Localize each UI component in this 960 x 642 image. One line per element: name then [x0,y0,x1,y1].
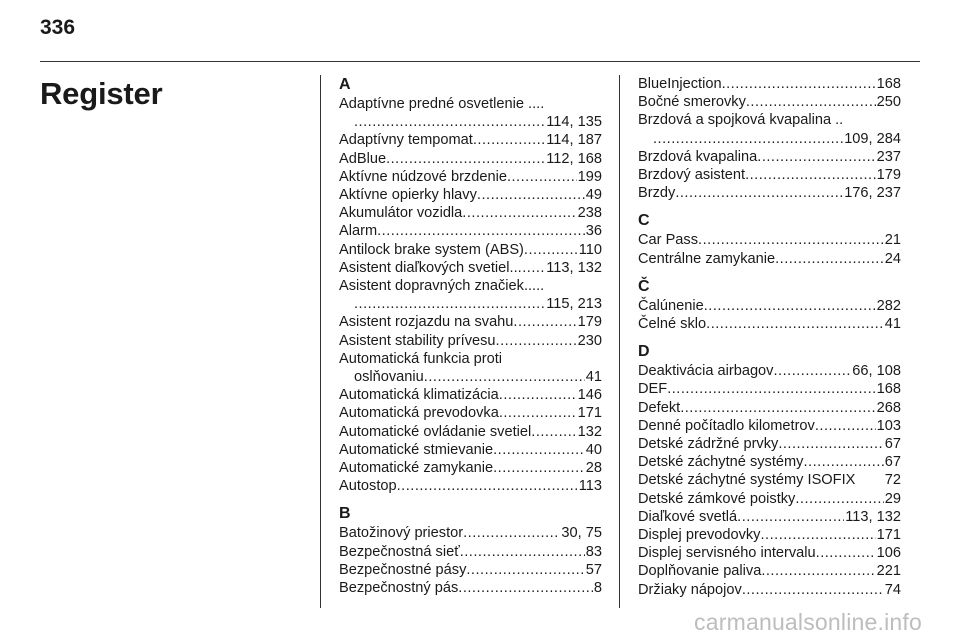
entry-pages[interactable]: 282 [876,297,901,314]
entry-term[interactable]: Asistent dopravných značiek..... [339,278,545,295]
entry-term: Aktívne núdzové brzdenie [339,168,507,185]
index-entry[interactable] [638,581,901,599]
entry-pages[interactable]: 66, 108 [852,363,901,380]
entry-term: AdBlue [339,150,387,167]
entry-pages[interactable]: 237 [876,148,901,165]
entry-pages[interactable]: 114, 187 [546,132,602,149]
leader-dots [466,561,584,579]
index-entry[interactable] [638,562,901,580]
leader-dots [745,166,876,184]
entry-pages[interactable]: 176, 237 [844,185,901,202]
leader-dots [737,508,844,526]
index-entry[interactable] [339,404,602,422]
leader-dots [816,544,876,562]
entry-pages[interactable]: 179 [876,167,901,184]
index-entry[interactable] [339,332,602,350]
leader-dots [496,332,577,350]
entry-pages[interactable]: 268 [876,399,901,416]
entry-pages[interactable]: 36 [585,223,602,240]
entry-term: Detské zámkové poistky [638,490,796,507]
leader-dots [507,168,577,186]
index-entry[interactable] [339,423,602,441]
entry-term: Bezpečnostné pásy [339,561,467,578]
index-entry[interactable] [638,544,901,562]
entry-term: Asistent diaľkových svetiel.. [339,259,518,276]
entry-term: Automatické zamykanie [339,460,494,477]
entry-pages[interactable]: 24 [884,250,901,267]
leader-dots [803,453,883,471]
entry-pages[interactable]: 67 [884,454,901,471]
entry-term: Car Pass [638,232,699,249]
entry-term: Brzdy [638,185,676,202]
index-entry[interactable] [339,459,602,477]
entry-term: Displej servisného intervalu [638,545,816,562]
index-entry[interactable] [638,490,901,508]
leader-dots [460,543,585,561]
index-entry-continued[interactable] [339,113,602,131]
index-entry[interactable] [339,386,602,404]
index-section [339,75,602,495]
leader-dots [424,368,585,386]
entry-pages[interactable]: 230 [577,332,602,349]
spacer [855,471,883,489]
leader-dots [680,399,875,417]
index-entry[interactable] [339,561,602,579]
entry-pages[interactable]: 110 [578,241,602,258]
entry-term: Adaptívny tempomat [339,132,473,149]
entry-term: Akumulátor vozidla [339,205,463,222]
entry-term: Detské zádržné prvky [638,436,779,453]
entry-term: BlueInjection [638,76,722,92]
index-entry[interactable] [339,313,602,331]
leader-dots [531,423,576,441]
leader-dots [493,441,585,459]
entry-pages[interactable]: 67 [884,436,901,453]
entry-pages[interactable]: 109, 284 [844,130,901,147]
entry-term: Detské záchytné systémy ISOFIX [638,472,856,489]
entry-pages[interactable]: 171 [876,527,901,544]
entry-pages[interactable]: 41 [884,316,901,333]
leader-dots [761,562,875,580]
entry-pages[interactable]: 168 [876,381,901,398]
index-entry-continued[interactable] [339,295,602,313]
leader-dots [742,581,884,599]
entry-term: Automatické stmievanie [339,441,494,458]
entry-term[interactable]: Adaptívne predné osvetlenie .... [339,96,545,112]
entry-pages[interactable]: 132 [577,423,602,440]
entry-pages[interactable]: 221 [876,563,901,580]
register-title: Register [40,76,163,111]
leader-dots [493,459,585,477]
index-entry[interactable] [638,75,901,93]
index-entry[interactable] [339,150,602,168]
leader-dots [795,490,883,508]
index-entry[interactable] [339,204,602,222]
entry-pages[interactable]: 30, 75 [561,525,602,542]
leader-dots [698,231,884,249]
index-entry[interactable] [638,399,901,417]
section-letter: A [339,76,351,93]
index-entry[interactable] [339,579,602,597]
entry-term: Autostop [339,478,397,495]
leader-dots [757,148,875,166]
index-entry[interactable] [339,477,602,495]
index-section [638,277,901,333]
leader-dots [354,113,545,131]
entry-term: Displej prevodovky [638,527,761,544]
entry-pages[interactable]: 250 [876,94,901,111]
entry-pages[interactable]: 106 [876,545,901,562]
entry-term: Automatická prevodovka [339,405,499,422]
entry-term[interactable]: Automatická funkcia proti [339,350,503,367]
entry-pages[interactable]: 72 [884,472,901,489]
index-column-2 [638,75,901,608]
site-watermark: carmanualsonline.info [694,609,922,635]
section-letter: Č [638,277,650,295]
index-entry[interactable] [339,543,602,561]
index-entry[interactable] [638,166,901,184]
index-entry[interactable] [638,148,901,166]
leader-dots [386,150,545,168]
entry-pages[interactable]: 113, 132 [845,508,901,525]
index-section [638,342,901,599]
entry-pages[interactable]: 113 [578,478,602,495]
index-entry[interactable] [339,186,602,204]
page-number: 336 [40,16,76,39]
entry-term: Čalúnenie [638,297,704,314]
entry-pages[interactable]: 179 [577,314,602,331]
entry-pages[interactable]: 113, 132 [546,259,602,276]
entry-term: Diaľkové svetlá [638,508,738,525]
leader-dots [463,524,560,542]
index-entry[interactable] [638,93,901,111]
leader-dots [458,579,593,597]
leader-dots [653,130,843,148]
index-entry-continued[interactable] [339,368,602,386]
entry-term: Antilock brake system (ABS) [339,241,524,258]
index-entry[interactable] [638,315,901,333]
index-entry-continued[interactable] [638,130,901,148]
entry-term: Asistent rozjazdu na svahu [339,314,514,331]
index-entry[interactable] [638,297,901,315]
entry-pages[interactable]: 146 [577,387,602,404]
entry-term: Defekt [638,399,681,416]
column-divider-left [320,75,321,608]
entry-pages[interactable]: 103 [876,417,901,434]
leader-dots [518,259,546,277]
index-entry[interactable] [638,526,901,544]
leader-dots [667,380,875,398]
entry-term: Bezpečnostná sieť [339,543,460,560]
entry-pages[interactable]: 168 [876,76,901,92]
index-section [339,504,602,597]
section-letter: C [638,212,650,230]
entry-term: Asistent stability prívesu [339,332,496,349]
leader-dots [377,222,585,240]
leader-dots [513,313,576,331]
entry-pages[interactable]: 8 [593,580,602,597]
index-entry[interactable] [638,417,901,435]
entry-pages[interactable]: 29 [884,490,901,507]
index-entry[interactable] [638,471,901,489]
entry-term: Automatická klimatizácia [339,387,499,404]
index-entry[interactable] [339,441,602,459]
entry-pages[interactable]: 112, 168 [546,150,602,167]
column-divider-right [619,75,620,608]
entry-term: Detské záchytné systémy [638,454,804,471]
entry-term: Aktívne opierky hlavy [339,187,477,204]
index-entry[interactable] [638,508,901,526]
index-section [638,75,901,202]
index-entry[interactable] [638,380,901,398]
entry-pages[interactable]: 28 [585,460,602,477]
entry-pages[interactable]: 199 [577,168,602,185]
entry-pages[interactable]: 238 [577,205,602,222]
entry-pages[interactable]: 41 [585,369,602,386]
entry-pages[interactable]: 21 [884,232,901,249]
index-entry[interactable] [339,131,602,149]
index-entry[interactable] [638,250,901,268]
index-entry[interactable] [339,168,602,186]
leader-dots [815,417,876,435]
section-letter: B [339,505,351,523]
entry-term: Brzdový asistent [638,167,746,184]
entry-term-continued: oslňovaniu [354,369,424,386]
section-letter: D [638,343,650,361]
entry-term: Držiaky nápojov [638,581,742,598]
entry-pages[interactable]: 115, 213 [546,296,602,313]
leader-dots [722,75,876,93]
index-entry[interactable] [638,453,901,471]
leader-dots [773,362,851,380]
entry-term: Bezpečnostný pás [339,580,459,597]
entry-term[interactable]: Brzdová a spojková kvapalina .. [638,112,844,129]
leader-dots [397,477,578,495]
index-column-1 [339,75,602,606]
leader-dots [499,404,577,422]
entry-pages[interactable]: 83 [585,543,602,560]
entry-term: Čelné sklo [638,316,707,333]
entry-term: Denné počítadlo kilometrov [638,417,815,434]
entry-pages[interactable]: 40 [585,441,602,458]
entry-pages[interactable]: 114, 135 [546,114,602,131]
entry-term: Doplňovanie paliva [638,563,762,580]
leader-dots [499,386,577,404]
index-entry[interactable] [638,435,901,453]
index-entry[interactable] [638,184,901,202]
index-section [638,211,901,267]
entry-pages[interactable]: 57 [585,561,602,578]
entry-term: DEF [638,381,668,398]
index-entry[interactable] [638,362,901,380]
index-entry[interactable] [339,222,602,240]
entry-term: Automatické ovládanie svetiel [339,423,532,440]
index-entry[interactable] [339,524,602,542]
entry-pages[interactable]: 74 [884,581,901,598]
leader-dots [706,315,884,333]
entry-term: Brzdová kvapalina [638,148,758,165]
entry-term: Bočné smerovky [638,94,746,111]
entry-term: Alarm [339,223,378,240]
leader-dots [778,435,883,453]
header-rule [40,61,920,62]
index-entry[interactable] [339,241,602,259]
index-entry[interactable] [638,231,901,249]
leader-dots [462,204,576,222]
entry-pages[interactable]: 49 [585,187,602,204]
leader-dots [477,186,585,204]
leader-dots [746,93,876,111]
entry-term: Centrálne zamykanie [638,250,776,267]
leader-dots [775,250,884,268]
leader-dots [354,295,545,313]
entry-term: Batožinový priestor [339,525,464,542]
index-entry[interactable] [339,259,602,277]
leader-dots [473,131,545,149]
leader-dots [675,184,843,202]
entry-term: Deaktivácia airbagov [638,363,774,380]
leader-dots [760,526,875,544]
leader-dots [704,297,876,315]
entry-pages[interactable]: 171 [577,405,602,422]
leader-dots [524,241,578,259]
